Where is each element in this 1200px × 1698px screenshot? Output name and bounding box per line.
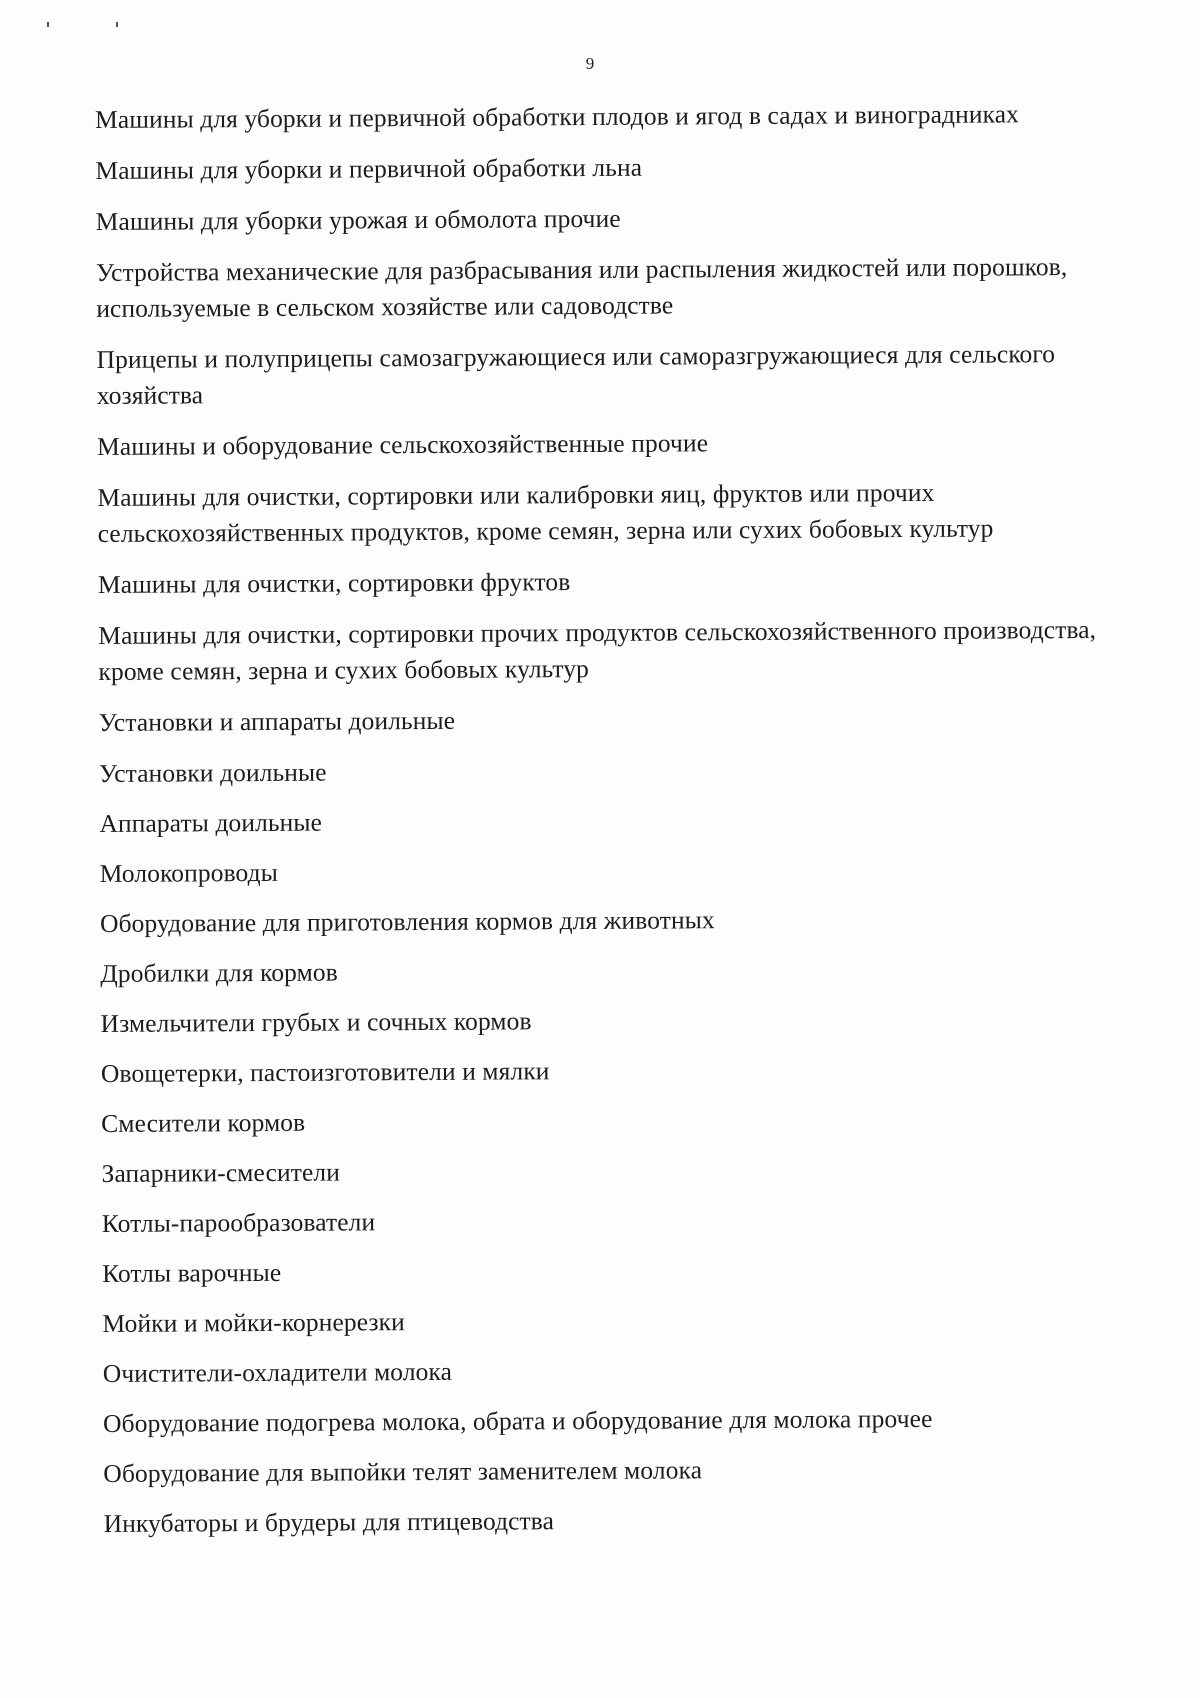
list-item: Инкубаторы и брудеры для птицеводства	[103, 1506, 555, 1538]
list-item: Машины для уборки и первичной обработки плодов и ягод в садах и виноградниках	[95, 99, 1020, 134]
list-item: Оборудование для выпойки телят заменителем молока	[103, 1455, 703, 1488]
list-item: Машины для уборки и первичной обработки льна	[95, 152, 643, 185]
list-item: Оборудование подогрева молока, обрата и оборудование для молока прочее	[102, 1403, 933, 1438]
list-item: Устройства механические для разбрасывания или распыления жидкостей или порошков, используемые в сельском хозяйстве или садоводстве	[95, 252, 1068, 323]
list-item: Котлы-парообразователи	[101, 1207, 376, 1238]
list-item: Машины и оборудование сельскохозяйственные прочие	[97, 428, 709, 461]
scan-artifact-mark	[47, 22, 49, 27]
list-item: Мойки и мойки-корнерезки	[102, 1307, 405, 1338]
scan-artifact-mark	[116, 22, 118, 27]
list-item: Запарники-смесители	[101, 1157, 341, 1188]
list-item: Дробилки для кормов	[100, 957, 338, 988]
list-item: Смесители кормов	[101, 1107, 306, 1138]
list-item: Овощетерки, пастоизготовители и мялки	[100, 1056, 550, 1088]
list-item: Измельчители грубых и сочных кормов	[100, 1006, 532, 1038]
list-item: Котлы варочные	[102, 1257, 282, 1288]
list-item: Очистители-охладители молока	[102, 1356, 453, 1388]
list-item: Машины для очистки, сортировки фруктов	[97, 567, 571, 599]
list-item: Машины для очистки, сортировки или калибровки яиц, фруктов или прочих сельскохозяйственных продуктов, кроме семян, зерна или сухих бобовых культур	[97, 477, 994, 548]
list-item: Установки доильные	[99, 757, 327, 788]
list-item: Машины для очистки, сортировки прочих продуктов сельскохозяйственного производства, кроме семян, зерна и сухих бобовых культур	[98, 614, 1097, 686]
list-item: Прицепы и полуприцепы самозагружающиеся или саморазгружающиеся для сельского хозяйства	[96, 339, 1056, 410]
list-item: Оборудование для приготовления кормов для животных	[99, 905, 715, 938]
list-item: Аппараты доильные	[99, 807, 323, 838]
list-item: Машины для уборки урожая и обмолота прочие	[95, 203, 621, 236]
equipment-list	[95, 96, 1124, 1556]
page-number: 9	[585, 54, 595, 73]
list-item: Молокопроводы	[99, 857, 279, 888]
list-item: Установки и аппараты доильные	[98, 705, 456, 737]
